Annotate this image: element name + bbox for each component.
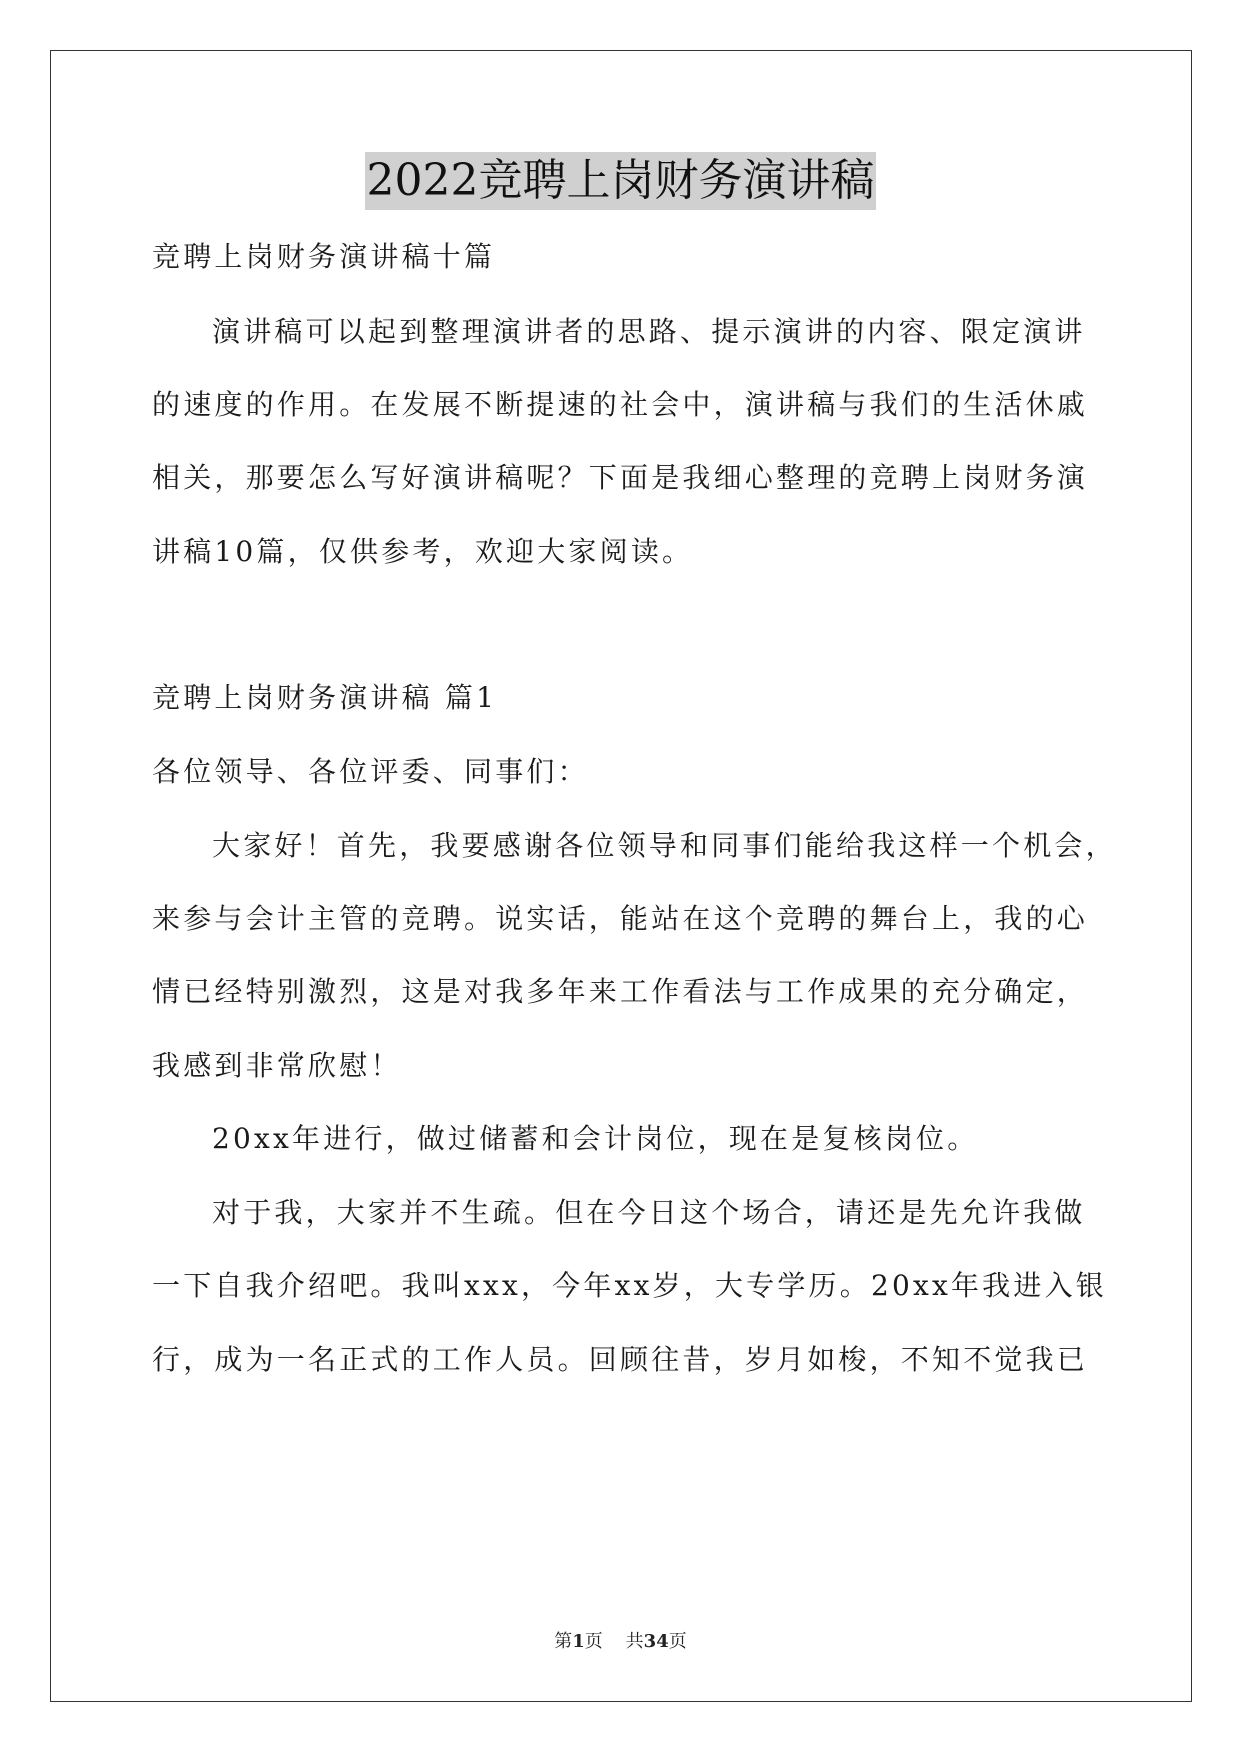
paragraph-line: 演讲稿可以起到整理演讲者的思路、提示演讲的内容、限定演讲 — [212, 315, 1086, 348]
paragraph-line: 的速度的作用。在发展不断提速的社会中，演讲稿与我们的生活休戚 — [152, 388, 1089, 421]
paragraph-line: 对于我，大家并不生疏。但在今日这个场合，请还是先允许我做 — [212, 1196, 1086, 1229]
total-pages: 34 — [643, 1631, 669, 1652]
page-suffix: 页 — [584, 1631, 603, 1652]
paragraph-line: 来参与会计主管的竞聘。说实话，能站在这个竞聘的舞台上，我的心 — [152, 902, 1089, 935]
paragraph-line: 相关，那要怎么写好演讲稿呢？下面是我细心整理的竞聘上岗财务演 — [152, 461, 1089, 494]
subtitle-line: 竞聘上岗财务演讲稿十篇 — [152, 240, 496, 273]
total-suffix: 页 — [668, 1631, 687, 1652]
page-footer — [0, 1627, 1241, 1653]
section-heading: 竞聘上岗财务演讲稿 篇1 — [152, 681, 498, 714]
paragraph-line: 我感到非常欣慰！ — [152, 1049, 402, 1082]
title-container — [0, 152, 1241, 210]
paragraph-line: 一下自我介绍吧。我叫xxx，今年xx岁，大专学历。20xx年我进入银 — [152, 1269, 1107, 1302]
page-number: 1 — [572, 1631, 585, 1652]
paragraph-line: 行，成为一名正式的工作人员。回顾往昔，岁月如梭，不知不觉我已 — [152, 1343, 1089, 1376]
paragraph-line: 情已经特别激烈，这是对我多年来工作看法与工作成果的充分确定， — [152, 975, 1089, 1008]
paragraph-line: 讲稿10篇，仅供参考，欢迎大家阅读。 — [152, 535, 694, 568]
salutation-line: 各位领导、各位评委、同事们： — [152, 755, 589, 788]
document-title: 2022竞聘上岗财务演讲稿 — [365, 152, 877, 210]
page-border — [50, 50, 1192, 1702]
page-prefix: 第 — [554, 1631, 573, 1652]
total-prefix: 共 — [625, 1631, 644, 1652]
paragraph-line: 20xx年进行，做过储蓄和会计岗位，现在是复核岗位。 — [212, 1122, 979, 1155]
paragraph-line: 大家好！首先，我要感谢各位领导和同事们能给我这样一个机会， — [212, 829, 1117, 862]
